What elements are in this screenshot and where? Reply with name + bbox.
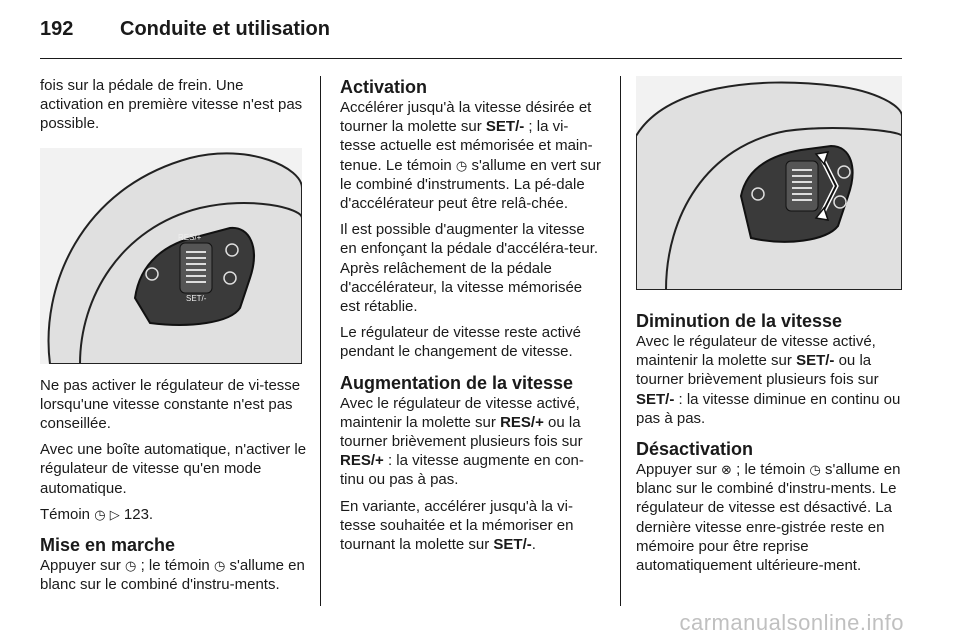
cruise-control-icon: ◷ (455, 158, 468, 174)
column-middle (340, 76, 604, 561)
steering-wheel-figure-arrows (636, 76, 902, 290)
paragraph: Appuyer sur ◷ ; le témoin ◷ s'allume en blanc sur le combiné d'instru-ments. (40, 557, 305, 594)
paragraph: Ne pas activer le régulateur de vi-tesse lorsqu'une vitesse constante n'est pas conseillée. (40, 376, 301, 433)
paragraph: Accélérer jusqu'à la vitesse désirée et tourner la molette sur SET/- ; la vi-tesse actuelle est mémorisée et main-tenue. Le témoin ◷ s'allume en vert sur le combiné d'instruments. La pé-dale d'accélérateur peut être relâ-chée. (340, 99, 602, 213)
column-divider (620, 76, 621, 606)
paragraph-temoin: Témoin ◷ ▷ 123. (40, 505, 154, 523)
column-left (40, 76, 310, 601)
cruise-cancel-icon: ⊗ (721, 463, 732, 479)
heading-augmentation: Augmentation de la vitesse (340, 372, 574, 393)
paragraph: Avec le régulateur de vitesse activé, maintenir la molette sur SET/- ou la tourner brièvement plusieurs fois sur SET/- : la vitesse diminue en continu ou pas à pas. (636, 333, 901, 427)
header-rule (40, 58, 902, 59)
page-number: 192 (40, 18, 74, 40)
page-title: Conduite et utilisation (120, 18, 330, 40)
steering-wheel-figure (40, 148, 302, 364)
heading-activation: Activation (340, 77, 428, 97)
set-label: SET/- (186, 293, 207, 303)
page-header (40, 18, 902, 54)
res-label: RES/+ (178, 232, 202, 242)
column-right (636, 76, 902, 582)
paragraph: Il est possible d'augmenter la vitesse en enfonçant la pédale d'accéléra-teur. Après relâchement de la pédale d'accélérateur, la vitesse mémorisée est rétablie. (340, 221, 599, 316)
paragraph: Avec une boîte automatique, n'activer le régulateur de vitesse qu'en mode automatique. (40, 441, 307, 497)
watermark: carmanualsonline.info (679, 610, 904, 635)
heading-diminution: Diminution de la vitesse (636, 311, 843, 331)
paragraph: Appuyer sur ⊗ ; le témoin ◷ s'allume en blanc sur le combiné d'instru-ments. Le régulateur de vitesse est désactivé. La dernière vitesse enre-gistrée reste en mémoire pour être reprise automatiquement ultérieure-ment. (636, 461, 901, 575)
cruise-control-icon: ◷ (94, 507, 106, 523)
heading-mise-en-marche: Mise en marche (40, 535, 176, 556)
heading-desactivation: Désactivation (636, 439, 754, 460)
column-divider (320, 76, 321, 606)
paragraph: Le régulateur de vitesse reste activé pendant le changement de vitesse. (340, 324, 581, 361)
paragraph: Avec le régulateur de vitesse activé, maintenir la molette sur RES/+ ou la tourner brièvement plusieurs fois sur RES/+ : la vitesse augmente en con-tinu ou pas à pas. (340, 394, 584, 489)
paragraph: En variante, accélérer jusqu'à la vi-tesse souhaitée et la mémoriser en tournant la molette sur SET/-. (340, 497, 574, 554)
paragraph: fois sur la pédale de frein. Une activation en première vitesse n'est pas possible. (40, 77, 303, 133)
page-reference-arrow-icon: ▷ (109, 507, 120, 523)
cruise-control-icon: ◷ (125, 559, 137, 575)
cruise-control-icon: ◷ (809, 463, 821, 479)
cruise-control-icon: ◷ (213, 559, 226, 575)
